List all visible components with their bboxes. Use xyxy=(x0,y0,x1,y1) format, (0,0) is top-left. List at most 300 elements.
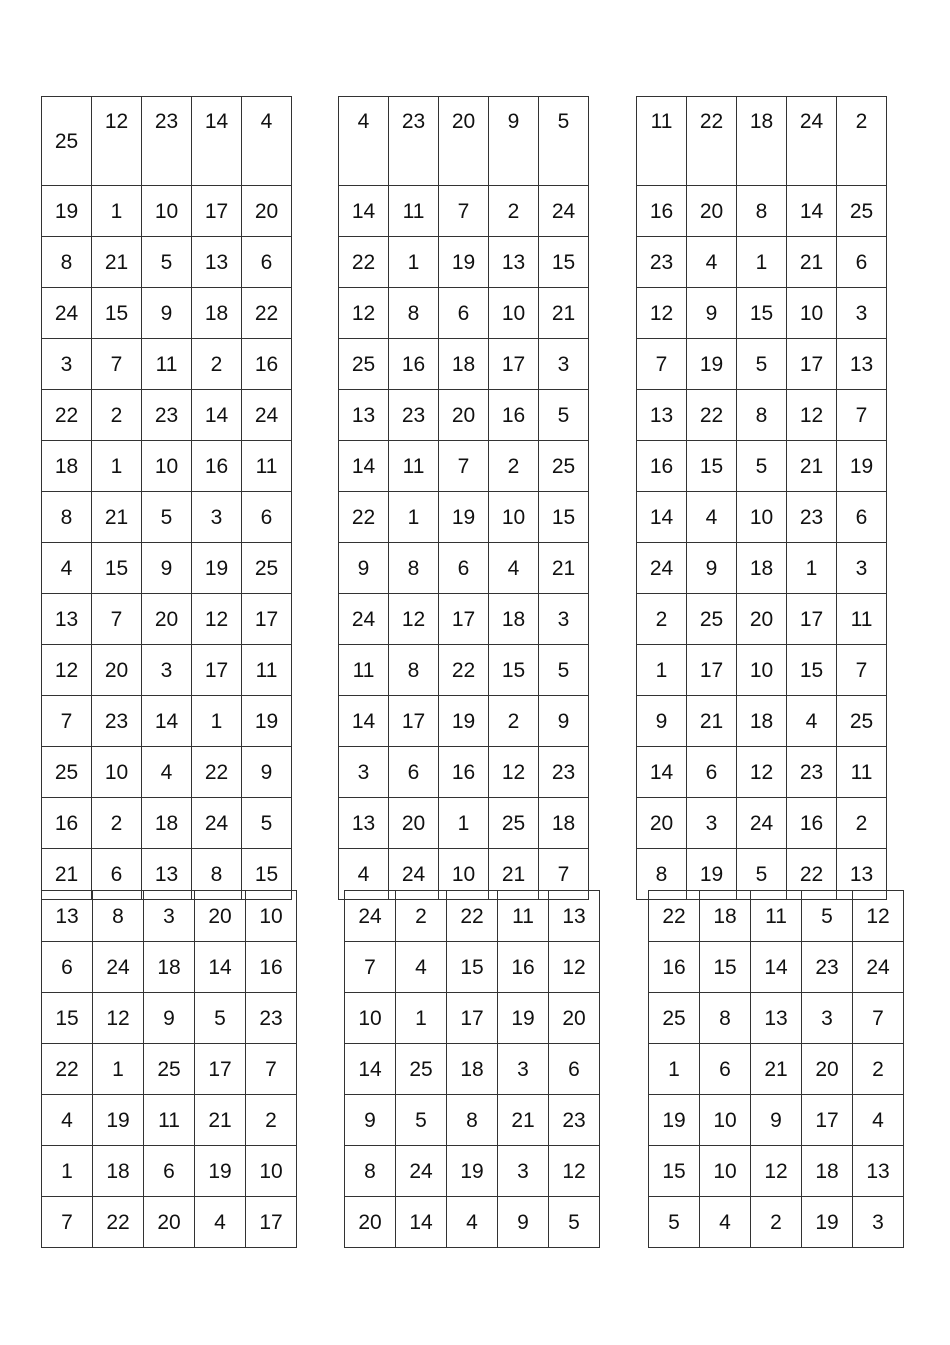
grid-cell: 13 xyxy=(549,891,600,942)
grid-cell: 7 xyxy=(246,1044,297,1095)
grid-cell: 16 xyxy=(649,942,700,993)
grid-cell: 17 xyxy=(802,1095,853,1146)
grid-row xyxy=(339,339,589,390)
grid-cell: 8 xyxy=(637,849,687,900)
grid-cell: 5 xyxy=(649,1197,700,1248)
grid-row xyxy=(339,543,589,594)
grid-cell: 2 xyxy=(853,1044,904,1095)
grid-cell: 14 xyxy=(637,747,687,798)
grid-cell: 7 xyxy=(539,849,589,900)
grid-cell: 19 xyxy=(447,1146,498,1197)
grid-cell: 23 xyxy=(637,237,687,288)
grid-cell: 4 xyxy=(42,543,92,594)
grid-cell: 10 xyxy=(142,186,192,237)
grid-cell: 10 xyxy=(246,1146,297,1197)
grid-cell: 19 xyxy=(802,1197,853,1248)
grid-cell: 22 xyxy=(339,237,389,288)
grid-cell: 20 xyxy=(242,186,292,237)
number-grid-top-right xyxy=(636,96,887,900)
grid-cell: 1 xyxy=(93,1044,144,1095)
grid-cell: 4 xyxy=(42,1095,93,1146)
grid-cell: 18 xyxy=(439,339,489,390)
grid-cell: 9 xyxy=(142,288,192,339)
grid-cell: 18 xyxy=(737,97,787,186)
grid-cell: 10 xyxy=(92,747,142,798)
grid-row xyxy=(637,97,887,186)
grid-cell: 19 xyxy=(649,1095,700,1146)
grid-cell: 14 xyxy=(142,696,192,747)
grid-cell: 11 xyxy=(389,441,439,492)
grid-cell: 1 xyxy=(192,696,242,747)
grid-cell: 18 xyxy=(93,1146,144,1197)
grid-cell: 4 xyxy=(687,492,737,543)
grid-cell: 10 xyxy=(737,492,787,543)
grid-cell: 9 xyxy=(144,993,195,1044)
grid-cell: 4 xyxy=(339,97,389,186)
grid-cell: 9 xyxy=(339,543,389,594)
grid-row xyxy=(42,993,297,1044)
grid-row xyxy=(42,237,292,288)
grid-cell: 19 xyxy=(42,186,92,237)
grid-cell: 1 xyxy=(649,1044,700,1095)
grid-cell: 2 xyxy=(192,339,242,390)
grid-row xyxy=(42,1197,297,1248)
grid-cell: 21 xyxy=(539,543,589,594)
grid-cell: 10 xyxy=(246,891,297,942)
grid-cell: 18 xyxy=(700,891,751,942)
grid-cell: 7 xyxy=(439,441,489,492)
grid-cell: 1 xyxy=(389,492,439,543)
grid-row xyxy=(339,594,589,645)
grid-cell: 20 xyxy=(687,186,737,237)
grid-cell: 5 xyxy=(195,993,246,1044)
grid-row xyxy=(42,288,292,339)
grid-cell: 7 xyxy=(92,594,142,645)
grid-cell: 17 xyxy=(787,339,837,390)
grid-row xyxy=(637,747,887,798)
grid-cell: 4 xyxy=(339,849,389,900)
grid-cell: 16 xyxy=(498,942,549,993)
grid-cell: 17 xyxy=(246,1197,297,1248)
grid-cell: 19 xyxy=(195,1146,246,1197)
grid-row xyxy=(42,645,292,696)
grid-cell: 16 xyxy=(242,339,292,390)
grid-row xyxy=(637,798,887,849)
grid-cell: 15 xyxy=(787,645,837,696)
grid-cell: 6 xyxy=(389,747,439,798)
grid-cell: 21 xyxy=(92,492,142,543)
grid-row xyxy=(339,747,589,798)
grid-cell: 22 xyxy=(242,288,292,339)
grid-cell: 18 xyxy=(539,798,589,849)
grid-cell: 24 xyxy=(389,849,439,900)
number-grid-bottom-left xyxy=(41,890,297,1248)
grid-cell: 13 xyxy=(637,390,687,441)
grid-cell: 5 xyxy=(396,1095,447,1146)
grid-cell: 14 xyxy=(637,492,687,543)
grid-row xyxy=(637,441,887,492)
grid-cell: 3 xyxy=(339,747,389,798)
grid-cell: 19 xyxy=(439,696,489,747)
grid-cell: 7 xyxy=(92,339,142,390)
grid-cell: 4 xyxy=(700,1197,751,1248)
grid-cell: 14 xyxy=(195,942,246,993)
grid-cell: 23 xyxy=(787,747,837,798)
grid-cell: 24 xyxy=(339,594,389,645)
grid-cell: 12 xyxy=(751,1146,802,1197)
grid-cell: 25 xyxy=(837,186,887,237)
grid-cell: 20 xyxy=(439,97,489,186)
grid-cell: 15 xyxy=(447,942,498,993)
grid-cell: 25 xyxy=(339,339,389,390)
grid-row xyxy=(637,390,887,441)
grid-cell: 14 xyxy=(339,696,389,747)
grid-cell: 25 xyxy=(42,97,92,186)
grid-cell: 22 xyxy=(447,891,498,942)
grid-cell: 5 xyxy=(142,237,192,288)
grid-cell: 16 xyxy=(489,390,539,441)
grid-cell: 1 xyxy=(439,798,489,849)
grid-row xyxy=(649,1146,904,1197)
grid-row xyxy=(637,696,887,747)
grid-cell: 5 xyxy=(142,492,192,543)
grid-row xyxy=(42,390,292,441)
grid-cell: 8 xyxy=(93,891,144,942)
grid-cell: 11 xyxy=(837,747,887,798)
grid-cell: 5 xyxy=(539,390,589,441)
grid-cell: 16 xyxy=(637,441,687,492)
grid-row xyxy=(339,97,589,186)
grid-cell: 19 xyxy=(837,441,887,492)
grid-cell: 13 xyxy=(42,594,92,645)
grid-cell: 4 xyxy=(787,696,837,747)
grid-row xyxy=(42,942,297,993)
grid-cell: 11 xyxy=(751,891,802,942)
grid-cell: 14 xyxy=(192,390,242,441)
grid-cell: 3 xyxy=(802,993,853,1044)
grid-cell: 5 xyxy=(549,1197,600,1248)
grid-cell: 9 xyxy=(345,1095,396,1146)
grid-cell: 7 xyxy=(837,390,887,441)
grid-cell: 12 xyxy=(389,594,439,645)
grid-cell: 24 xyxy=(539,186,589,237)
grid-cell: 25 xyxy=(649,993,700,1044)
grid-cell: 16 xyxy=(42,798,92,849)
grid-cell: 24 xyxy=(637,543,687,594)
grid-cell: 22 xyxy=(687,97,737,186)
grid-cell: 25 xyxy=(242,543,292,594)
grid-cell: 13 xyxy=(339,390,389,441)
grid-cell: 1 xyxy=(737,237,787,288)
grid-cell: 22 xyxy=(439,645,489,696)
grid-cell: 1 xyxy=(396,993,447,1044)
grid-cell: 24 xyxy=(93,942,144,993)
grid-cell: 23 xyxy=(246,993,297,1044)
grid-cell: 3 xyxy=(498,1146,549,1197)
grid-cell: 20 xyxy=(345,1197,396,1248)
grid-row xyxy=(339,288,589,339)
grid-cell: 21 xyxy=(498,1095,549,1146)
grid-cell: 15 xyxy=(92,288,142,339)
grid-cell: 21 xyxy=(489,849,539,900)
grid-cell: 19 xyxy=(687,339,737,390)
grid-row xyxy=(42,97,292,186)
grid-cell: 17 xyxy=(447,993,498,1044)
grid-cell: 8 xyxy=(447,1095,498,1146)
grid-cell: 24 xyxy=(853,942,904,993)
grid-cell: 2 xyxy=(246,1095,297,1146)
grid-cell: 10 xyxy=(700,1146,751,1197)
grid-cell: 4 xyxy=(242,97,292,186)
grid-cell: 3 xyxy=(192,492,242,543)
grid-row xyxy=(649,1044,904,1095)
grid-cell: 23 xyxy=(142,390,192,441)
grid-cell: 19 xyxy=(687,849,737,900)
grid-cell: 14 xyxy=(787,186,837,237)
grid-cell: 19 xyxy=(93,1095,144,1146)
grid-cell: 21 xyxy=(195,1095,246,1146)
grid-cell: 6 xyxy=(439,543,489,594)
grid-cell: 19 xyxy=(242,696,292,747)
grid-cell: 9 xyxy=(637,696,687,747)
grid-cell: 11 xyxy=(242,441,292,492)
number-grid-top-left xyxy=(41,96,292,900)
grid-cell: 15 xyxy=(649,1146,700,1197)
grid-cell: 18 xyxy=(142,798,192,849)
grid-cell: 6 xyxy=(92,849,142,900)
grid-row xyxy=(637,543,887,594)
grid-cell: 10 xyxy=(700,1095,751,1146)
grid-row xyxy=(345,1197,600,1248)
grid-cell: 23 xyxy=(389,390,439,441)
grid-cell: 12 xyxy=(549,942,600,993)
grid-cell: 18 xyxy=(737,543,787,594)
grid-cell: 15 xyxy=(687,441,737,492)
grid-cell: 1 xyxy=(787,543,837,594)
grid-cell: 21 xyxy=(751,1044,802,1095)
number-grid-top-middle xyxy=(338,96,589,900)
grid-cell: 3 xyxy=(144,891,195,942)
grid-cell: 19 xyxy=(498,993,549,1044)
grid-cell: 2 xyxy=(92,390,142,441)
grid-cell: 23 xyxy=(549,1095,600,1146)
grid-row xyxy=(345,1044,600,1095)
grid-cell: 11 xyxy=(637,97,687,186)
grid-cell: 8 xyxy=(389,645,439,696)
grid-cell: 9 xyxy=(498,1197,549,1248)
grid-cell: 12 xyxy=(192,594,242,645)
grid-cell: 20 xyxy=(389,798,439,849)
grid-row xyxy=(42,1146,297,1197)
grid-cell: 15 xyxy=(737,288,787,339)
grid-cell: 4 xyxy=(195,1197,246,1248)
grid-cell: 19 xyxy=(439,237,489,288)
grid-row xyxy=(42,1044,297,1095)
grid-cell: 17 xyxy=(687,645,737,696)
grid-cell: 20 xyxy=(195,891,246,942)
grid-cell: 4 xyxy=(447,1197,498,1248)
grid-cell: 6 xyxy=(687,747,737,798)
grid-cell: 4 xyxy=(687,237,737,288)
grid-cell: 24 xyxy=(42,288,92,339)
grid-cell: 15 xyxy=(539,492,589,543)
grid-row xyxy=(637,288,887,339)
number-grid-bottom-middle xyxy=(344,890,600,1248)
grid-row xyxy=(649,1197,904,1248)
grid-cell: 17 xyxy=(439,594,489,645)
grid-cell: 14 xyxy=(339,441,389,492)
grid-row xyxy=(649,1095,904,1146)
grid-cell: 22 xyxy=(42,390,92,441)
grid-row xyxy=(345,1146,600,1197)
grid-cell: 22 xyxy=(787,849,837,900)
grid-cell: 13 xyxy=(192,237,242,288)
grid-cell: 13 xyxy=(42,891,93,942)
grid-cell: 20 xyxy=(802,1044,853,1095)
grid-cell: 12 xyxy=(853,891,904,942)
grid-cell: 20 xyxy=(637,798,687,849)
grid-cell: 2 xyxy=(396,891,447,942)
grid-cell: 6 xyxy=(837,492,887,543)
grid-row xyxy=(42,891,297,942)
grid-cell: 8 xyxy=(389,543,439,594)
grid-cell: 8 xyxy=(345,1146,396,1197)
grid-cell: 1 xyxy=(92,441,142,492)
grid-cell: 3 xyxy=(687,798,737,849)
grid-cell: 6 xyxy=(144,1146,195,1197)
grid-cell: 7 xyxy=(345,942,396,993)
grid-cell: 13 xyxy=(142,849,192,900)
grid-row xyxy=(339,186,589,237)
grid-cell: 18 xyxy=(42,441,92,492)
grid-cell: 23 xyxy=(92,696,142,747)
grid-row xyxy=(637,492,887,543)
grid-cell: 1 xyxy=(389,237,439,288)
grid-cell: 18 xyxy=(802,1146,853,1197)
grid-cell: 25 xyxy=(396,1044,447,1095)
grid-cell: 9 xyxy=(242,747,292,798)
grid-cell: 22 xyxy=(42,1044,93,1095)
grid-cell: 12 xyxy=(737,747,787,798)
grid-cell: 9 xyxy=(687,543,737,594)
grid-row xyxy=(637,645,887,696)
grid-cell: 3 xyxy=(837,543,887,594)
grid-cell: 22 xyxy=(192,747,242,798)
grid-cell: 6 xyxy=(700,1044,751,1095)
grid-cell: 10 xyxy=(142,441,192,492)
grid-cell: 2 xyxy=(489,186,539,237)
grid-cell: 22 xyxy=(649,891,700,942)
grid-cell: 10 xyxy=(737,645,787,696)
grid-cell: 1 xyxy=(637,645,687,696)
grid-cell: 17 xyxy=(242,594,292,645)
grid-cell: 7 xyxy=(439,186,489,237)
grid-cell: 5 xyxy=(539,645,589,696)
grid-row xyxy=(42,1095,297,1146)
grid-cell: 11 xyxy=(144,1095,195,1146)
grid-row xyxy=(339,492,589,543)
grid-row xyxy=(42,339,292,390)
grid-row xyxy=(637,237,887,288)
grid-cell: 18 xyxy=(192,288,242,339)
grid-cell: 15 xyxy=(489,645,539,696)
grid-row xyxy=(649,891,904,942)
grid-cell: 17 xyxy=(195,1044,246,1095)
grid-cell: 17 xyxy=(192,645,242,696)
grid-cell: 6 xyxy=(549,1044,600,1095)
grid-cell: 12 xyxy=(549,1146,600,1197)
grid-cell: 9 xyxy=(142,543,192,594)
grid-cell: 15 xyxy=(92,543,142,594)
grid-cell: 1 xyxy=(92,186,142,237)
grid-cell: 16 xyxy=(787,798,837,849)
number-grid-bottom-right xyxy=(648,890,904,1248)
grid-cell: 23 xyxy=(802,942,853,993)
grid-cell: 3 xyxy=(498,1044,549,1095)
grid-cell: 2 xyxy=(837,798,887,849)
grid-cell: 2 xyxy=(489,696,539,747)
grid-cell: 10 xyxy=(489,288,539,339)
grid-cell: 17 xyxy=(389,696,439,747)
grid-cell: 25 xyxy=(144,1044,195,1095)
grid-cell: 14 xyxy=(396,1197,447,1248)
grid-cell: 16 xyxy=(389,339,439,390)
grid-cell: 9 xyxy=(751,1095,802,1146)
grid-cell: 17 xyxy=(192,186,242,237)
grid-row xyxy=(649,993,904,1044)
grid-cell: 6 xyxy=(42,942,93,993)
grid-cell: 11 xyxy=(242,645,292,696)
grid-cell: 19 xyxy=(192,543,242,594)
grid-cell: 8 xyxy=(192,849,242,900)
grid-cell: 3 xyxy=(853,1197,904,1248)
grid-cell: 15 xyxy=(700,942,751,993)
grid-cell: 14 xyxy=(192,97,242,186)
grid-cell: 17 xyxy=(787,594,837,645)
grid-cell: 16 xyxy=(439,747,489,798)
grid-cell: 7 xyxy=(42,696,92,747)
grid-cell: 2 xyxy=(751,1197,802,1248)
grid-cell: 10 xyxy=(439,849,489,900)
grid-cell: 18 xyxy=(737,696,787,747)
grid-cell: 20 xyxy=(439,390,489,441)
grid-cell: 4 xyxy=(853,1095,904,1146)
grid-cell: 8 xyxy=(42,237,92,288)
grid-cell: 24 xyxy=(242,390,292,441)
grid-cell: 11 xyxy=(339,645,389,696)
grid-cell: 17 xyxy=(489,339,539,390)
grid-cell: 2 xyxy=(489,441,539,492)
grid-cell: 14 xyxy=(345,1044,396,1095)
grid-cell: 3 xyxy=(837,288,887,339)
grid-row xyxy=(42,594,292,645)
grid-cell: 11 xyxy=(142,339,192,390)
grid-cell: 23 xyxy=(389,97,439,186)
grid-cell: 8 xyxy=(737,390,787,441)
grid-cell: 20 xyxy=(549,993,600,1044)
grid-cell: 3 xyxy=(539,594,589,645)
grid-cell: 6 xyxy=(242,492,292,543)
grid-cell: 18 xyxy=(447,1044,498,1095)
grid-cell: 16 xyxy=(637,186,687,237)
grid-row xyxy=(42,798,292,849)
grid-row xyxy=(42,747,292,798)
grid-cell: 12 xyxy=(93,993,144,1044)
grid-cell: 2 xyxy=(92,798,142,849)
grid-row xyxy=(345,942,600,993)
grid-cell: 6 xyxy=(439,288,489,339)
grid-cell: 5 xyxy=(737,441,787,492)
